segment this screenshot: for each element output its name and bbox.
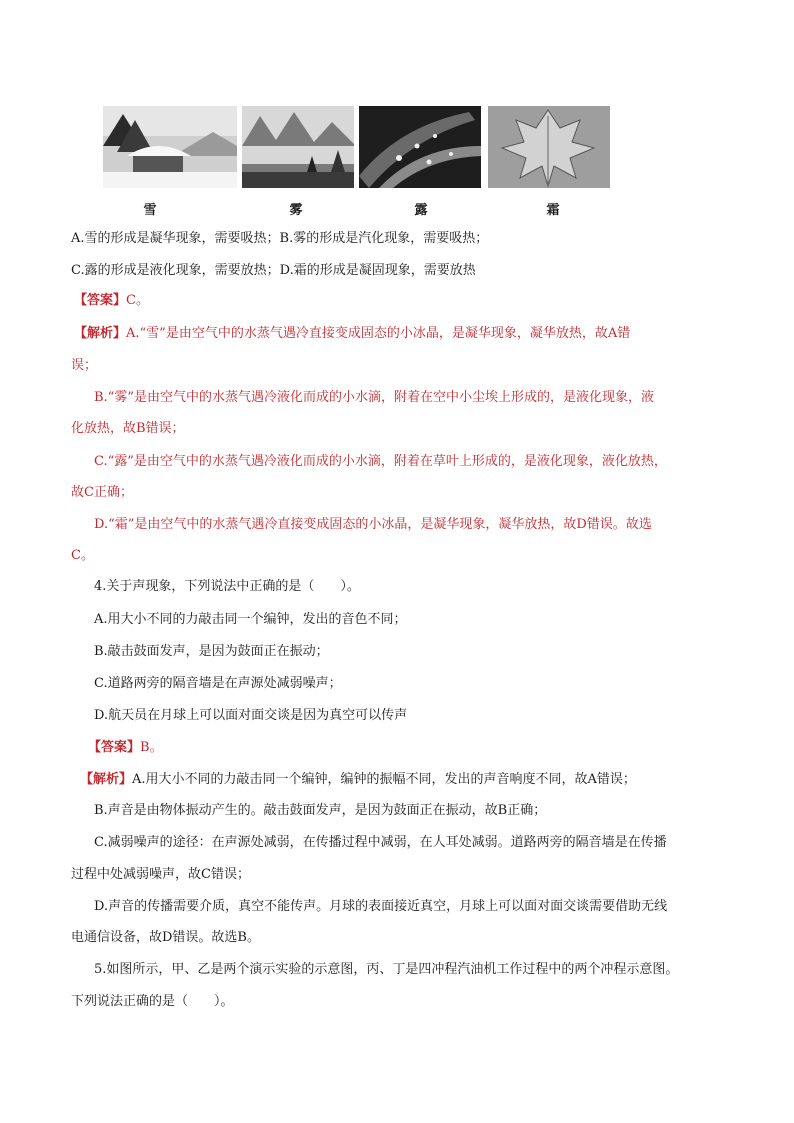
analysis-tag: 【解析】: [80, 772, 133, 787]
q3-analysis-d-line1: D.“霜”是由空气中的水蒸气遇冷直接变成固态的小冰晶，是凝华现象，凝华放热，故D错误。故选: [94, 517, 652, 532]
photo-caption-dew: 露: [414, 203, 428, 218]
photo-caption-fog: 雾: [289, 203, 303, 218]
q5-stem-line2: 下列说法正确的是（ ）。: [71, 994, 234, 1009]
q4-option-b: B.敲击鼓面发声，是因为鼓面正在振动；: [94, 644, 329, 659]
q3-analysis-d-line2: C。: [71, 548, 94, 563]
fog-photo: [242, 106, 354, 188]
q4-analysis-c-line1: C.减弱噪声的途径：在声源处减弱，在传播过程中减弱，在人耳处减弱。道路两旁的隔音墙是在传播: [94, 835, 667, 850]
q3-analysis-c-line1: C.“露”是由空气中的水蒸气遇冷液化而成的小水滴，附着在草叶上形成的，是液化现象，液化放热，: [94, 454, 667, 469]
q3-options-ab: A.雪的形成是凝华现象，需要吸热；B.雾的形成是汽化现象，需要吸热；: [71, 231, 489, 246]
q3-analysis-c-line2: 故C正确；: [71, 485, 133, 500]
analysis-text: A.用大小不同的力敲击同一个编钟，编钟的振幅不同，发出的声音响度不同，故A错误；: [132, 772, 636, 787]
q4-analysis-c-line2: 过程中处减弱噪声，故C错误；: [71, 867, 250, 882]
answer-value: B。: [140, 740, 163, 755]
q4-option-c: C.道路两旁的隔音墙是在声源处减弱噪声；: [94, 676, 342, 691]
frost-photo: [488, 106, 610, 188]
q4-answer: [88, 738, 163, 758]
q4-analysis-d-line2: 电通信设备，故D错误。故选B。: [71, 930, 260, 945]
q3-answer: [74, 291, 149, 311]
analysis-text: A.“雪”是由空气中的水蒸气遇冷直接变成固态的小冰晶，是凝华现象，凝华放热，故A错: [126, 326, 631, 341]
q4-analysis-b: B.声音是由物体振动产生的。敲击鼓面发声，是因为鼓面正在振动，故B正确；: [94, 803, 547, 818]
photo-caption-snow: 雪: [143, 203, 157, 218]
answer-tag: 【答案】: [74, 293, 127, 308]
q4-option-a: A.用大小不同的力敲击同一个编钟，发出的音色不同；: [94, 612, 407, 627]
q4-analysis-a: [80, 770, 636, 790]
q3-analysis-b-line1: B.“雾”是由空气中的水蒸气遇冷液化而成的小水滴，附着在空中小尘埃上形成的，是液化现象，液: [94, 390, 654, 405]
q3-options-cd: C.露的形成是液化现象，需要放热；D.霜的形成是凝固现象，需要放热: [71, 263, 476, 278]
answer-value: C。: [126, 293, 149, 308]
analysis-tag: 【解析】: [74, 326, 127, 341]
q3-analysis-b-line2: 化放热，故B错误；: [71, 421, 185, 436]
q4-option-d: D.航天员在月球上可以面对面交谈是因为真空可以传声: [94, 708, 408, 723]
snow-photo: [103, 106, 237, 188]
q4-stem: 4.关于声现象，下列说法中正确的是（ ）。: [94, 579, 360, 594]
q3-analysis-a-line2: 误；: [71, 358, 98, 373]
q3-analysis-a-line1: [74, 324, 630, 344]
answer-tag: 【答案】: [88, 740, 141, 755]
q5-stem-line1: 5.如图所示，甲、乙是两个演示实验的示意图，丙、丁是四冲程汽油机工作过程中的两个冲程示意图。: [94, 962, 679, 977]
photo-caption-frost: 霜: [546, 203, 560, 218]
dew-photo: [359, 106, 481, 188]
q4-analysis-d-line1: D.声音的传播需要介质，真空不能传声。月球的表面接近真空，月球上可以面对面交谈需要借助无线: [94, 899, 668, 914]
